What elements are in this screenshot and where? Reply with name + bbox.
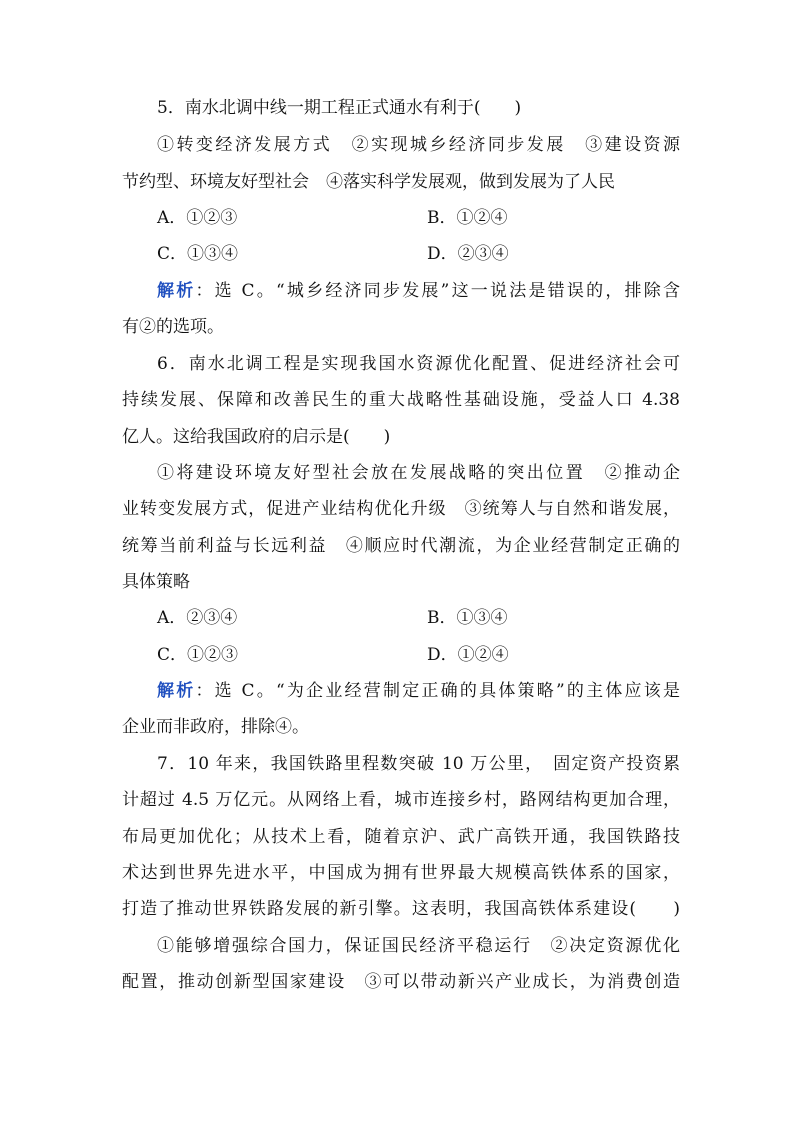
question-6-statements-line-3: 统筹当前利益与长远利益 ④顺应时代潮流，为企业经营制定正确的 [122, 536, 680, 556]
question-6-analysis-line-1 [157, 680, 680, 702]
question-5-option-d: D．②③④ [427, 244, 509, 264]
question-6-stem-line-3: 亿人。这给我国政府的启示是( ) [122, 427, 391, 447]
question-5-option-a: A．①②③ [157, 208, 238, 228]
question-5-option-c: C．①③④ [157, 244, 239, 264]
question-5-statements-line-2: 节约型、环境友好型社会 ④落实科学发展观，做到发展为了人民 [122, 172, 615, 192]
question-7-stem-line-2: 计超过 4.5 万亿元。从网络上看，城市连接乡村，路网结构更加合理， [122, 790, 680, 810]
question-7-stem-line-5: 打造了推动世界铁路发展的新引擎。这表明，我国高铁体系建设( ) [122, 899, 680, 919]
question-5-option-b: B．①②④ [427, 208, 508, 228]
question-6-statements-line-4: 具体策略 [122, 572, 190, 592]
question-5-analysis-line-2: 有②的选项。 [122, 317, 224, 337]
question-5-stem: 5．南水北调中线一期工程正式通水有利于( ) [157, 98, 522, 118]
question-6-option-c: C．①②③ [157, 645, 239, 665]
question-5-analysis-line-1 [157, 280, 680, 302]
question-7-statements-line-2: 配置，推动创新型国家建设 ③可以带动新兴产业成长，为消费创造 [122, 972, 680, 992]
question-6-option-d: D．①②④ [427, 645, 509, 665]
question-5-statements-line-1: ①转变经济发展方式 ②实现城乡经济同步发展 ③建设资源 [157, 135, 680, 155]
analysis-label: 解析 [157, 681, 196, 701]
question-6-statements-line-1: ①将建设环境友好型社会放在发展战略的突出位置 ②推动企 [157, 463, 680, 483]
question-6-option-a: A．②③④ [157, 608, 238, 628]
question-6-analysis-text: ：选 C。“为企业经营制定正确的具体策略”的主体应该是 [195, 681, 680, 701]
analysis-label: 解析 [157, 281, 196, 301]
question-7-stem-line-3: 布局更加优化；从技术上看，随着京沪、武广高铁开通，我国铁路技 [122, 827, 680, 847]
question-6-analysis-line-2: 企业而非政府，排除④。 [122, 717, 309, 737]
question-7-statements-line-1: ①能够增强综合国力，保证国民经济平稳运行 ②决定资源优化 [157, 936, 680, 956]
question-6-stem-line-2: 持续发展、保障和改善民生的重大战略性基础设施，受益人口 4.38 [122, 390, 680, 410]
question-6-stem-line-1: 6．南水北调工程是实现我国水资源优化配置、促进经济社会可 [157, 354, 680, 374]
question-7-stem-line-4: 术达到世界先进水平，中国成为拥有世界最大规模高铁体系的国家， [122, 863, 680, 883]
question-6-option-b: B．①③④ [427, 608, 508, 628]
question-5-analysis-text: ：选 C。“城乡经济同步发展”这一说法是错误的，排除含 [195, 281, 680, 301]
question-6-statements-line-2: 业转变发展方式，促进产业结构优化升级 ③统筹人与自然和谐发展， [122, 499, 680, 519]
question-7-stem-line-1: 7．10 年来，我国铁路里程数突破 10 万公里， 固定资产投资累 [157, 754, 680, 774]
